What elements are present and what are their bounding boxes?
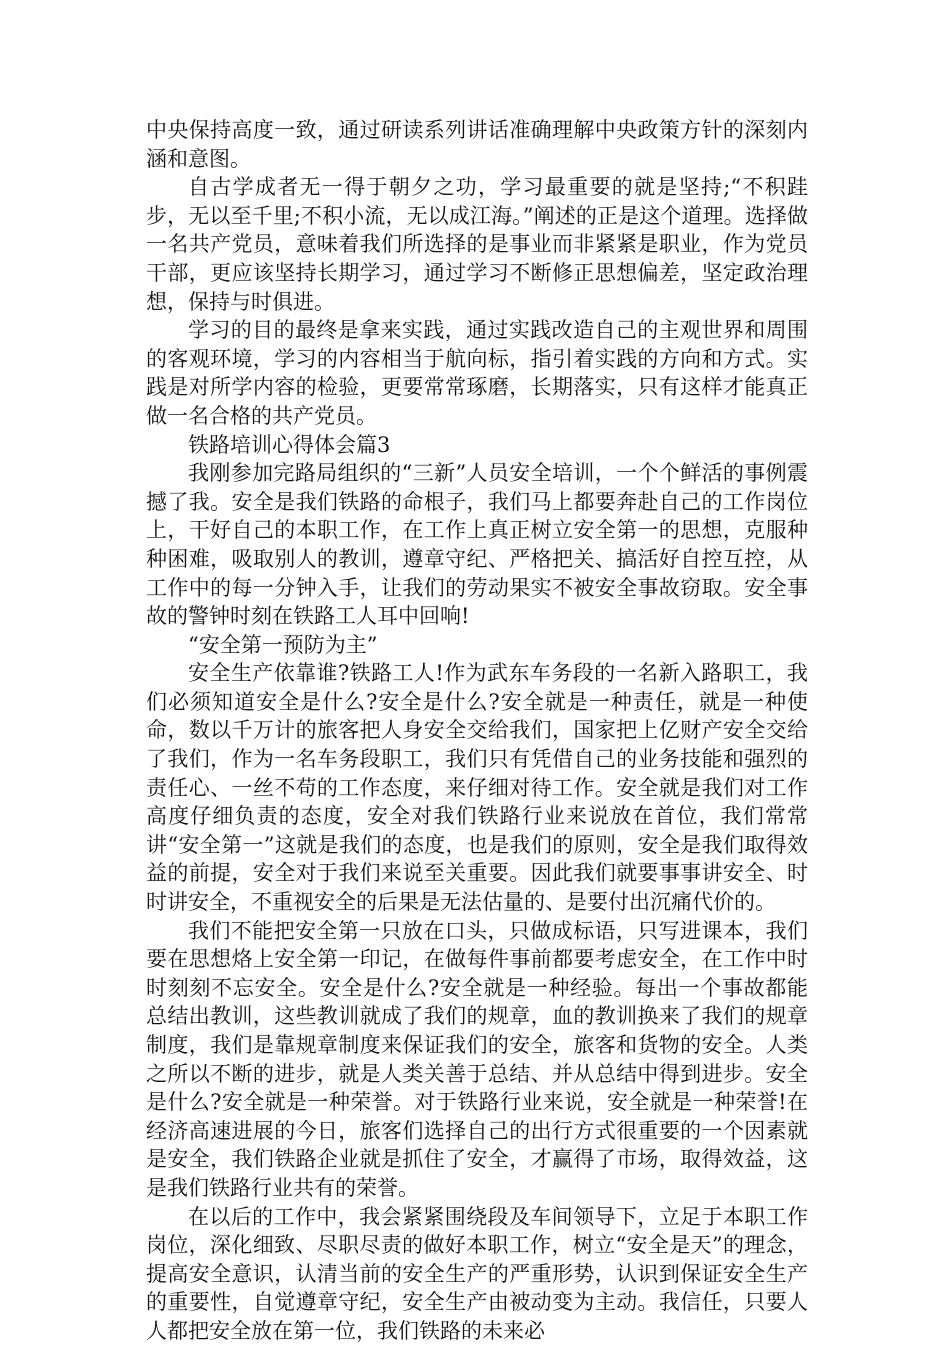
paragraph-training: 我刚参加完路局组织的“三新”人员安全培训，一个个鲜活的事例震撼了我。安全是我们铁路的命根子，我们马上都要奔赴自己的工作岗位上，干好自己的本职工作，在工作上真正树立安全第一的思想，克服种种困难，吸取别人的教训，遵章守纪、严格把关、搞活好自控互控，从工作中的每一分钟入手，让我们的劳动果实不被安全事故窃取。安全事故的警钟时刻在铁路工人耳中回响! xyxy=(146,461,808,629)
paragraph-responsibility: 安全生产依靠谁?铁路工人!作为武东车务段的一名新入路职工，我们必须知道安全是什么?安全是什么?安全就是一种责任，就是一种使命，数以千万计的旅客把人身安全交给我们，国家把上亿财产安全交给了我们，作为一名车务段职工，我们只有凭借自己的业务技能和强烈的责任心、一丝不苟的工作态度，来仔细对待工作。安全就是我们对工作高度仔细负责的态度，安全对我们铁路行业来说放在首位，我们常常讲“安全第一”这就是我们的态度，也是我们的原则，安全是我们取得效益的前提，安全对于我们来说至关重要。因此我们就要事事讲安全、时时讲安全，不重视安全的后果是无法估量的、是要付出沉痛代价的。 xyxy=(146,661,808,915)
paragraph-continuation: 中央保持高度一致，通过研读系列讲话准确理解中央政策方针的深刻内涵和意图。 xyxy=(146,118,808,171)
paragraph-persistence: 自古学成者无一得于朝夕之功，学习最重要的就是坚持;“不积跬步，无以至千里;不积小流，无以成江海。”阐述的正是这个道理。选择做一名共产党员，意味着我们所选择的是事业而非紧紧是职业，作为党员干部，更应该坚持长期学习，通过学习不断修正思想偏差，坚定政治理想，保持与时俱进。 xyxy=(146,175,808,314)
section-heading: 铁路培训心得体会篇3 xyxy=(188,432,391,457)
paragraph-practice: 学习的目的最终是拿来实践，通过实践改造自己的主观世界和周围的客观环境，学习的内容相当于航向标，指引着实践的方向和方式。实践是对所学内容的检验，更要常常琢磨，长期落实，只有这样才能真正做一名合格的共产党员。 xyxy=(146,318,808,428)
slogan-heading: “安全第一预防为主” xyxy=(188,632,378,657)
paragraph-experience: 我们不能把安全第一只放在口头，只做成标语，只写进课本，我们要在思想烙上安全第一印记，在做每件事前都要考虑安全，在工作中时时刻刻不忘安全。安全是什么?安全就是一种经验。每出一个事故都能总结出教训，这些教训就成了我们的规章，血的教训换来了我们的规章制度，我们是靠规章制度来保证我们的安全，旅客和货物的安全。人类之所以不断的进步，就是人类关善于总结、并从总结中得到进步。安全是什么?安全就是一种荣誉。对于铁路行业来说，安全就是一种荣誉!在经济高速进展的今日，旅客们选择自己的出行方式很重要的一个因素就是安全，我们铁路企业就是抓住了安全，才赢得了市场，取得效益，这是我们铁路行业共有的荣誉。 xyxy=(146,918,808,1200)
paragraph-future-work: 在以后的工作中，我会紧紧围绕段及车间领导下，立足于本职工作岗位，深化细致、尽职尽责的做好本职工作，树立“安全是天”的理念，提高安全意识，认清当前的安全生产的严重形势，认识到保证安全生产的重要性，自觉遵章守纪，安全生产由被动变为主动。我信任，只要人人都把安全放在第一位，我们铁路的未来必 xyxy=(146,1204,808,1343)
document-page xyxy=(146,116,808,1346)
